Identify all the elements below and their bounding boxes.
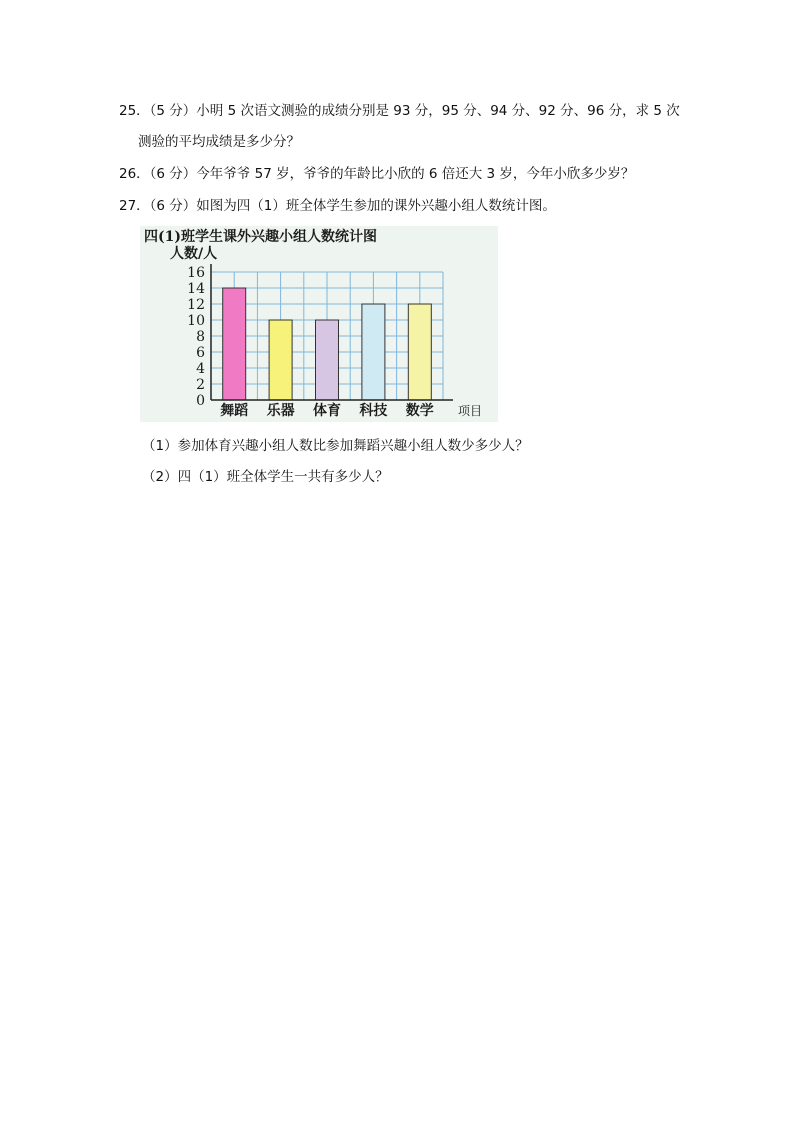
bar — [408, 304, 431, 400]
y-tick-label: 0 — [196, 393, 205, 409]
y-tick-label: 8 — [196, 329, 205, 345]
question-27: 27．（6 分）如图为四（1）班全体学生参加的课外兴趣小组人数统计图。 — [119, 198, 556, 214]
x-category-label: 数学 — [405, 403, 434, 419]
x-category-label: 乐器 — [266, 403, 295, 419]
question-26: 26．（6 分）今年爷爷 57 岁，爷爷的年龄比小欣的 6 倍还大 3 岁，今年小欣多少岁？ — [119, 166, 635, 182]
bar — [316, 320, 339, 400]
y-tick-label: 2 — [196, 377, 205, 393]
question-25-line-1: 25．（5 分）小明 5 次语文测验的成绩分别是 93 分，95 分、94 分、92 分、96 分，求 5 次 — [119, 103, 680, 119]
x-axis-label: 项目 — [457, 404, 483, 418]
y-tick-label: 12 — [187, 297, 205, 313]
chart-title: 四(1)班学生课外兴趣小组人数统计图 — [144, 229, 377, 245]
y-tick-label: 4 — [196, 361, 205, 377]
x-category-label: 体育 — [313, 403, 341, 419]
y-tick-label: 6 — [196, 345, 205, 361]
x-category-label: 科技 — [359, 403, 388, 419]
bar — [362, 304, 385, 400]
y-tick-label: 16 — [187, 265, 205, 281]
y-tick-label: 10 — [187, 313, 205, 329]
bar — [269, 320, 292, 400]
question-27-sub-1: （1）参加体育兴趣小组人数比参加舞蹈兴趣小组人数少多少人？ — [142, 438, 529, 454]
question-25-line-2: 测验的平均成绩是多少分？ — [138, 134, 300, 150]
y-tick-label: 14 — [187, 281, 205, 297]
x-category-label: 舞蹈 — [220, 403, 249, 419]
chart-y-axis-label: 人数/人 — [170, 246, 218, 262]
bar — [223, 288, 246, 400]
question-27-sub-2: （2）四（1）班全体学生一共有多少人？ — [142, 469, 389, 485]
bar-chart-figure — [140, 226, 498, 422]
